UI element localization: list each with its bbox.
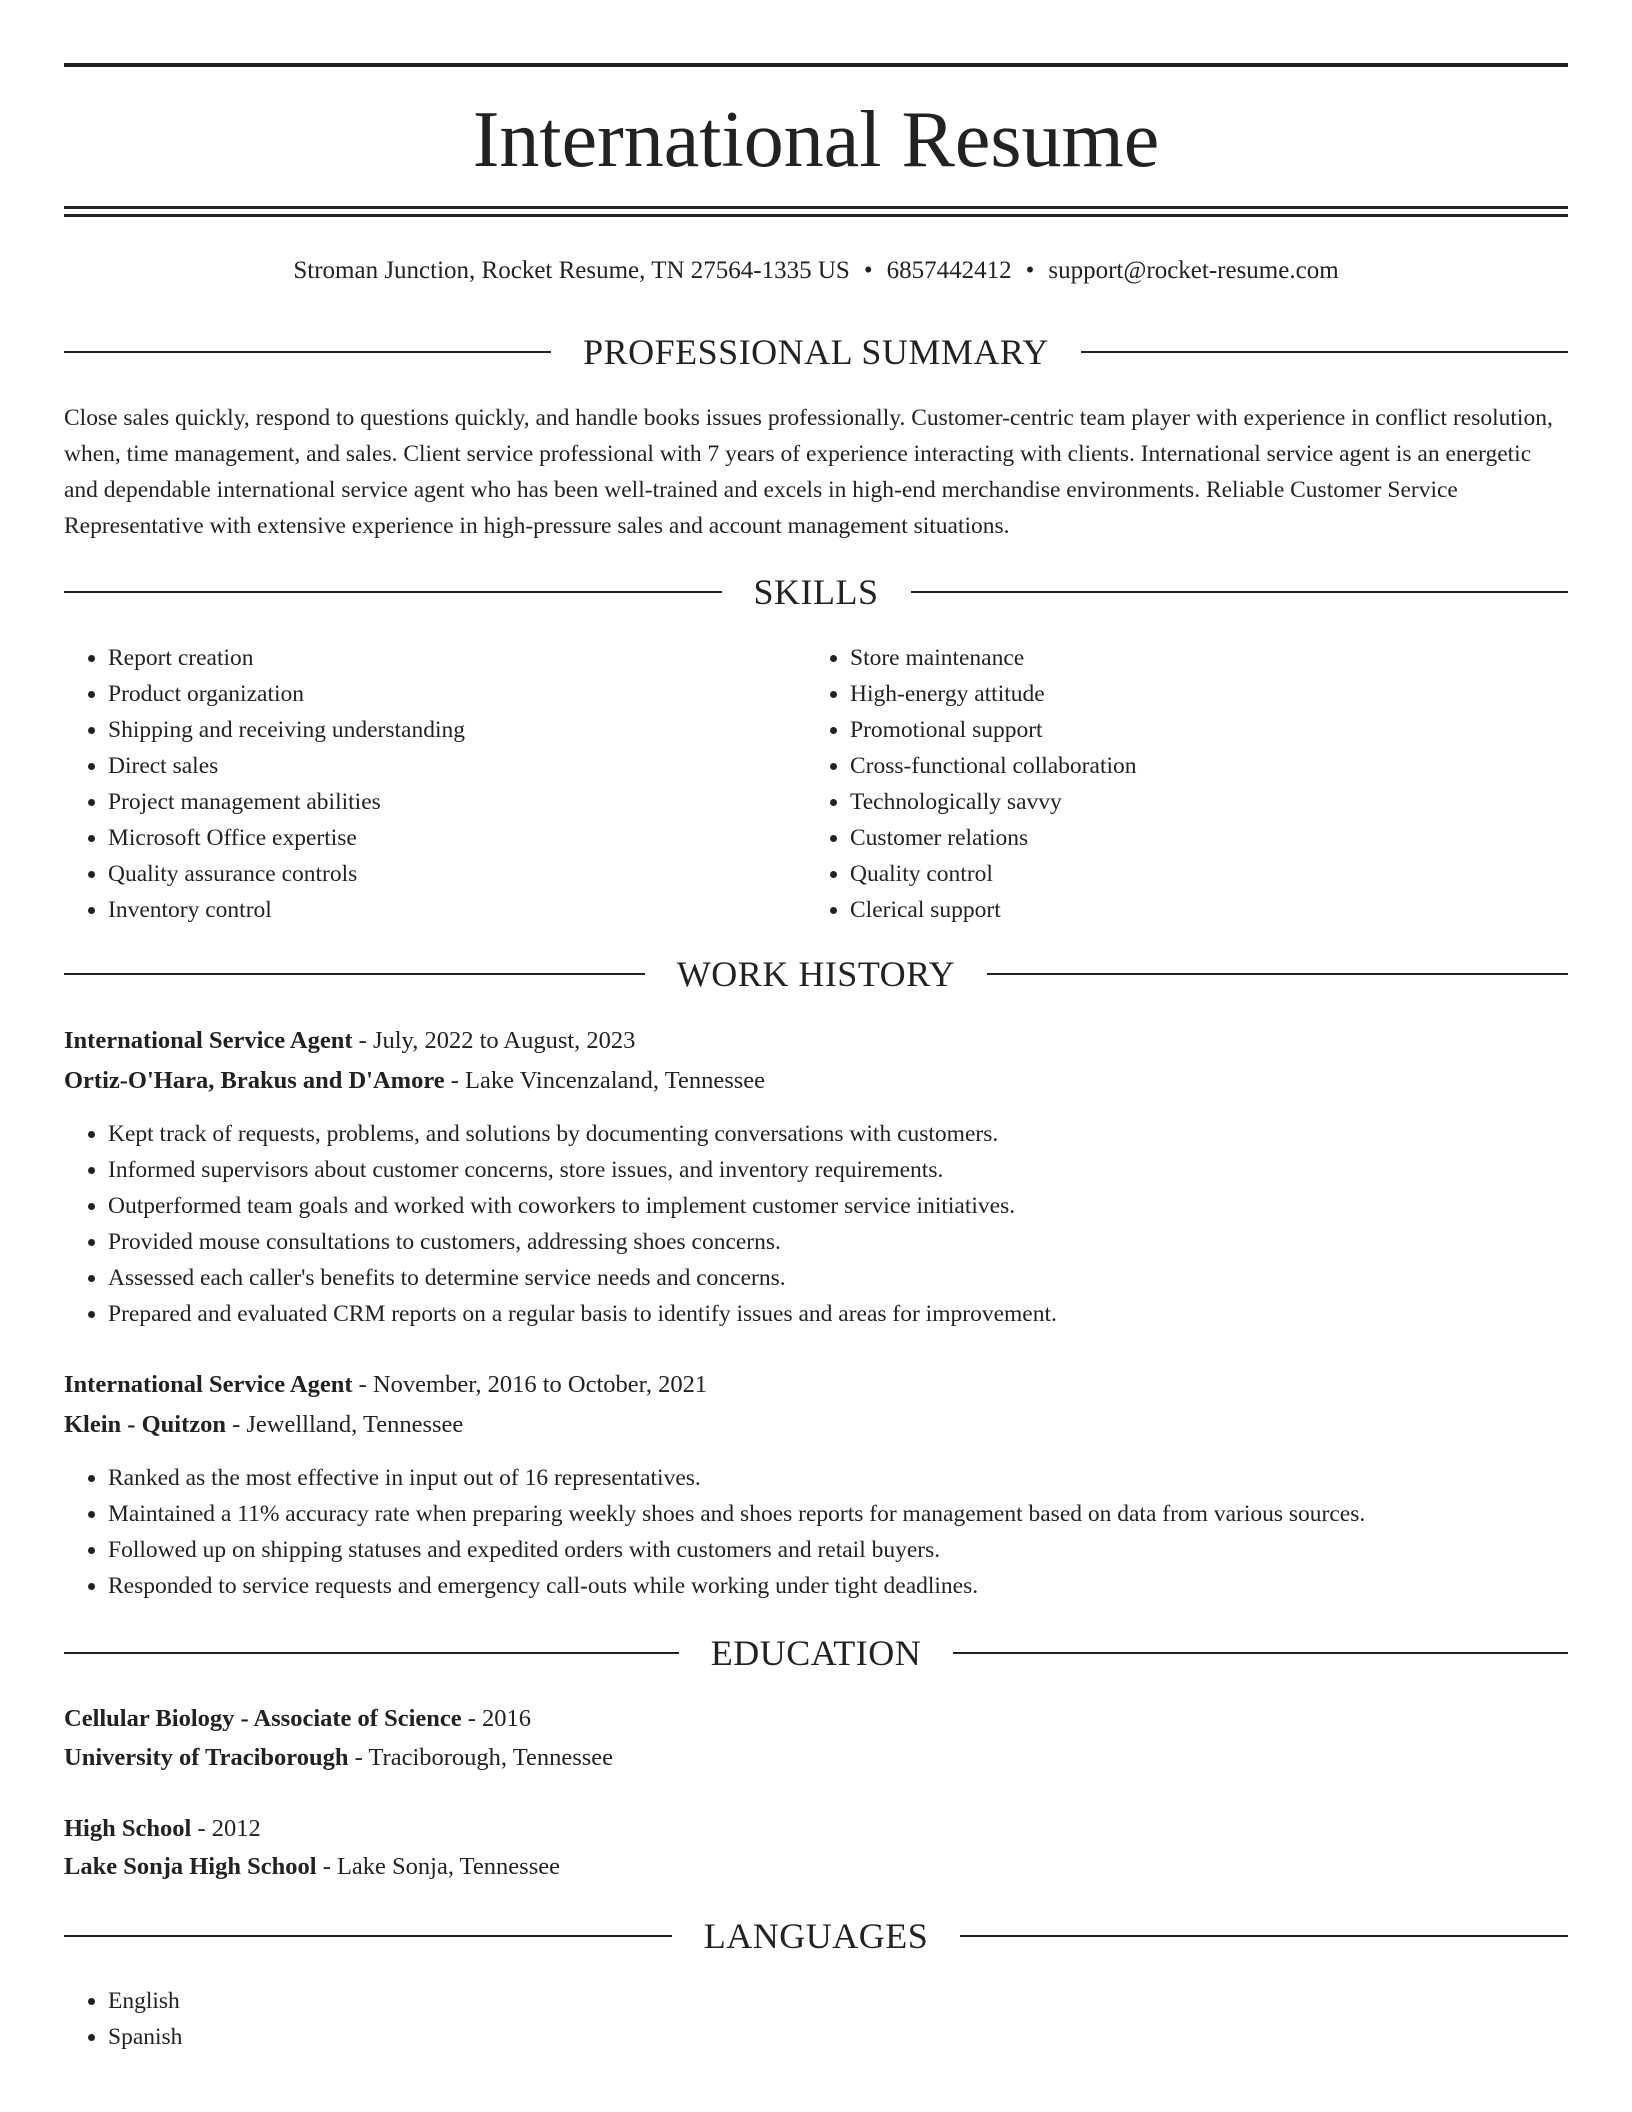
section-title-education: EDUCATION: [710, 1633, 922, 1673]
contact-email: support@rocket-resume.com: [1048, 257, 1339, 284]
section-title-languages: LANGUAGES: [703, 1916, 929, 1956]
heading-rule: [960, 1935, 1568, 1937]
job-company: Klein - Quitzon: [64, 1411, 226, 1438]
job-company-line: [64, 1407, 1568, 1443]
skill-item: • Store maintenance: [850, 640, 1550, 676]
education-year: - 2012: [191, 1815, 261, 1842]
section-heading-work: [64, 949, 1568, 999]
section-title-skills: SKILLS: [753, 572, 879, 612]
job-dates: - July, 2022 to August, 2023: [352, 1027, 636, 1054]
education-school-line: [64, 1740, 1568, 1776]
education-degree-line: [64, 1701, 1568, 1737]
job-dates: - November, 2016 to October, 2021: [352, 1371, 708, 1398]
contact-separator: •: [1025, 257, 1035, 284]
skill-item: • Promotional support: [850, 712, 1550, 748]
language-item: • Spanish: [108, 2019, 708, 2055]
skill-item: • Shipping and receiving understanding: [108, 712, 808, 748]
languages-list: [64, 1983, 708, 2055]
language-item: • English: [108, 1983, 708, 2019]
job-title-line: [64, 1367, 1568, 1403]
skills-list-left: [64, 640, 808, 928]
skill-item: • Customer relations: [850, 820, 1550, 856]
job-bullet: • Kept track of requests, problems, and solutions by documenting conversations with customers.: [108, 1116, 1568, 1152]
job-bullet: • Outperformed team goals and worked with coworkers to implement customer service initiatives.: [108, 1188, 1568, 1224]
heading-rule: [911, 591, 1569, 593]
job-title: International Service Agent: [64, 1371, 353, 1398]
job-bullet: • Prepared and evaluated CRM reports on a regular basis to identify issues and areas for improvement.: [108, 1296, 1568, 1332]
heading-rule: [64, 1935, 672, 1937]
section-heading-skills: [64, 567, 1568, 617]
job-bullet: • Provided mouse consultations to customers, addressing shoes concerns.: [108, 1224, 1568, 1260]
section-heading-languages: [64, 1911, 1568, 1961]
heading-rule: [987, 973, 1568, 975]
heading-rule: [64, 1652, 679, 1654]
education-location: - Lake Sonja, Tennessee: [316, 1853, 560, 1880]
skill-item: • Quality control: [850, 856, 1550, 892]
skill-item: • Clerical support: [850, 892, 1550, 928]
job-bullet: • Informed supervisors about customer concerns, store issues, and inventory requirements.: [108, 1152, 1568, 1188]
skill-item: • Cross-functional collaboration: [850, 748, 1550, 784]
skill-item: • Quality assurance controls: [108, 856, 808, 892]
education-degree-line: [64, 1811, 1568, 1847]
top-rule: [64, 63, 1568, 67]
heading-rule: [64, 351, 551, 353]
job-company-line: [64, 1063, 1568, 1099]
resume-title: International Resume: [472, 96, 1160, 184]
skill-item: • Inventory control: [108, 892, 808, 928]
job-bullet: • Ranked as the most effective in input out of 16 representatives.: [108, 1460, 1568, 1496]
skill-item: • Microsoft Office expertise: [108, 820, 808, 856]
education-degree: High School: [64, 1815, 192, 1842]
contact-address: Stroman Junction, Rocket Resume, TN 27564-1335 US: [293, 257, 850, 284]
contact-separator: •: [863, 257, 873, 284]
skills-list-right: [806, 640, 1550, 928]
job-bullet: • Followed up on shipping statuses and expedited orders with customers and retail buyers.: [108, 1532, 1568, 1568]
skill-item: • Product organization: [108, 676, 808, 712]
section-title-summary: PROFESSIONAL SUMMARY: [583, 332, 1049, 372]
heading-rule: [64, 591, 722, 593]
section-heading-education: [64, 1628, 1568, 1678]
education-year: - 2016: [461, 1705, 532, 1732]
education-school: University of Traciborough: [64, 1744, 349, 1771]
skill-item: • Direct sales: [108, 748, 808, 784]
job-location: - Lake Vincenzaland, Tennessee: [444, 1067, 766, 1094]
job-title: International Service Agent: [64, 1027, 353, 1054]
title-rule-lower: [64, 214, 1568, 217]
education-school-line: [64, 1849, 1568, 1885]
job-bullets: [64, 1116, 1568, 1332]
job-bullets: [64, 1460, 1568, 1604]
contact-line: [0, 254, 1632, 288]
section-title-work: WORK HISTORY: [676, 954, 956, 994]
contact-phone: 6857442412: [886, 257, 1012, 284]
heading-rule: [64, 973, 645, 975]
skill-item: • Technologically savvy: [850, 784, 1550, 820]
skill-item: • Report creation: [108, 640, 808, 676]
job-bullet: • Assessed each caller's benefits to determine service needs and concerns.: [108, 1260, 1568, 1296]
section-heading-summary: [64, 327, 1568, 377]
skill-item: • High-energy attitude: [850, 676, 1550, 712]
job-bullet: • Responded to service requests and emergency call-outs while working under tight deadlines.: [108, 1568, 1568, 1604]
education-location: - Traciborough, Tennessee: [348, 1744, 614, 1771]
job-bullet: • Maintained a 11% accuracy rate when preparing weekly shoes and shoes reports for management based on data from various sources.: [108, 1496, 1568, 1532]
job-company: Ortiz-O'Hara, Brakus and D'Amore: [64, 1067, 445, 1094]
job-title-line: [64, 1023, 1568, 1059]
education-degree: Cellular Biology - Associate of Science: [64, 1705, 462, 1732]
summary-text: Close sales quickly, respond to questions quickly, and handle books issues professionally. Customer-centric team player with experience in conflict resolution, when, time management, and sales. Client service professional with 7 years of experience interacting with clients. International service agent is an energetic and dependable international service agent who has been well-trained and excels in high-end merchandise environments. Reliable Customer Service Representative with extensive experience in high-pressure sales and account management situations.: [64, 405, 1553, 539]
education-school: Lake Sonja High School: [64, 1853, 317, 1880]
heading-rule: [953, 1652, 1568, 1654]
skill-item: • Project management abilities: [108, 784, 808, 820]
heading-rule: [1081, 351, 1568, 353]
job-location: - Jewellland, Tennessee: [225, 1411, 464, 1438]
title-rule-upper: [64, 206, 1568, 209]
